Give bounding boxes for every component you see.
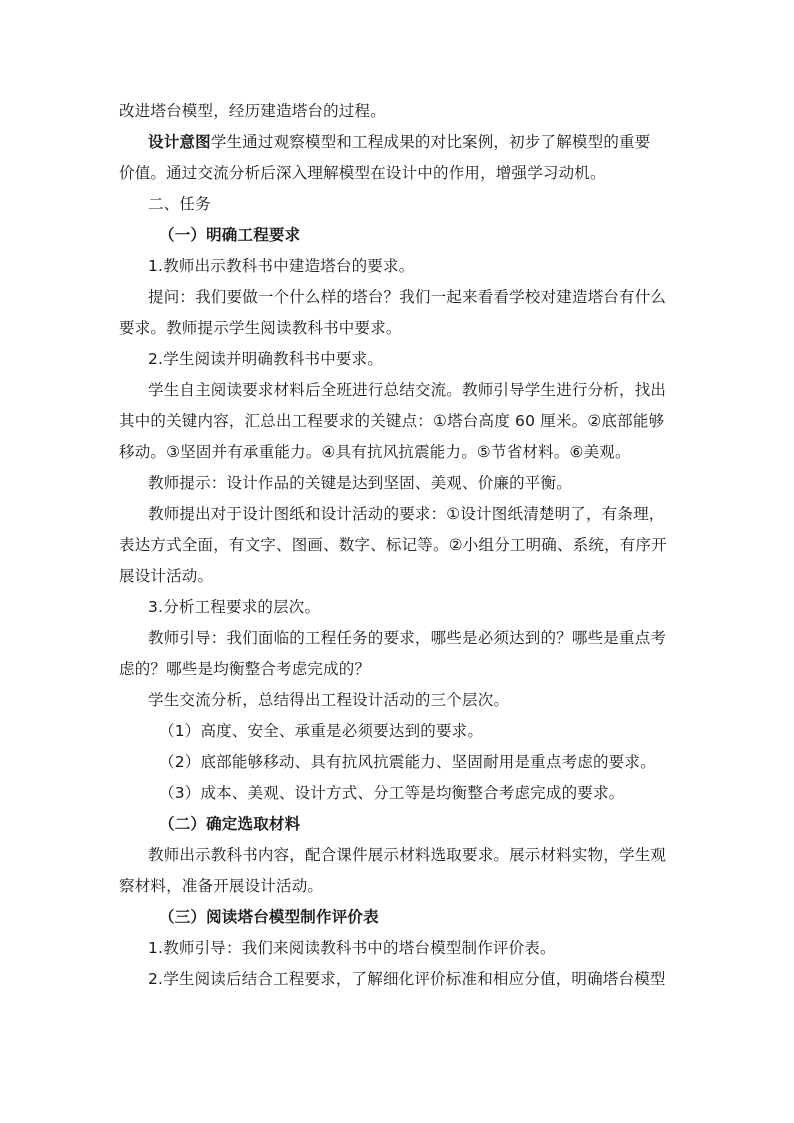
list-item: （1）高度、安全、承重是必须要达到的要求。 xyxy=(159,722,484,740)
paragraph-line: 2.学生阅读并明确教科书中要求。 xyxy=(148,350,383,368)
document-body xyxy=(119,96,679,995)
design-intent-text: 学生通过观察模型和工程成果的对比案例，初步了解模型的重要 xyxy=(210,133,651,151)
list-item: （3）成本、美观、设计方式、分工等是均衡整合考虑完成的要求。 xyxy=(159,784,625,802)
subsection-heading: （三）阅读塔台模型制作评价表 xyxy=(159,908,379,926)
paragraph-line: 移动。③坚固并有承重能力。④具有抗风抗震能力。⑤节省材料。⑥美观。 xyxy=(119,443,631,461)
paragraph-line: 3.分析工程要求的层次。 xyxy=(148,598,321,616)
paragraph-line: 2.学生阅读后结合工程要求，了解细化评价标准和相应分值，明确塔台模型 xyxy=(148,970,666,988)
design-intent-line xyxy=(119,127,679,158)
paragraph-line: 教师提示：设计作品的关键是达到坚固、美观、价廉的平衡。 xyxy=(148,474,572,492)
paragraph-line: 教师出示教科书内容，配合课件展示材料选取要求。展示材料实物，学生观 xyxy=(148,846,667,864)
design-intent-label: 设计意图 xyxy=(148,133,211,151)
paragraph-line: 学生自主阅读要求材料后全班进行总结交流。教师引导学生进行分析，找出 xyxy=(148,381,667,399)
paragraph-line: 改进塔台模型，经历建造塔台的过程。 xyxy=(119,102,386,120)
list-item: （2）底部能够移动、具有抗风抗震能力、坚固耐用是重点考虑的要求。 xyxy=(159,753,656,771)
paragraph-line: 教师提出对于设计图纸和设计活动的要求：①设计图纸清楚明了，有条理， xyxy=(148,505,665,523)
paragraph-line: 1.教师出示教科书中建造塔台的要求。 xyxy=(148,257,415,275)
paragraph-line: 虑的？哪些是均衡整合考虑完成的？ xyxy=(119,660,371,678)
subsection-heading: （一）明确工程要求 xyxy=(159,226,301,244)
paragraph-line: 价值。通过交流分析后深入理解模型在设计中的作用，增强学习动机。 xyxy=(119,164,606,182)
paragraph-line: 展设计活动。 xyxy=(119,567,214,585)
paragraph-line: 1.教师引导：我们来阅读教科书中的塔台模型制作评价表。 xyxy=(148,939,556,957)
paragraph-line: 表达方式全面，有文字、图画、数字、标记等。②小组分工明确、系统，有序开 xyxy=(119,536,667,554)
paragraph-line: 察材料，准备开展设计活动。 xyxy=(119,877,324,895)
section-heading: 二、任务 xyxy=(148,195,211,213)
paragraph-line: 提问：我们要做一个什么样的塔台？我们一起来看看学校对建造塔台有什么 xyxy=(148,288,667,306)
paragraph-line: 学生交流分析，总结得出工程设计活动的三个层次。 xyxy=(148,691,510,709)
paragraph-line: 其中的关键内容，汇总出工程要求的关键点：①塔台高度 60 厘米。②底部能够 xyxy=(119,412,665,430)
subsection-heading: （二）确定选取材料 xyxy=(159,815,301,833)
paragraph-line: 教师引导：我们面临的工程任务的要求，哪些是必须达到的？哪些是重点考 xyxy=(148,629,667,647)
paragraph-line: 要求。教师提示学生阅读教科书中要求。 xyxy=(119,319,402,337)
